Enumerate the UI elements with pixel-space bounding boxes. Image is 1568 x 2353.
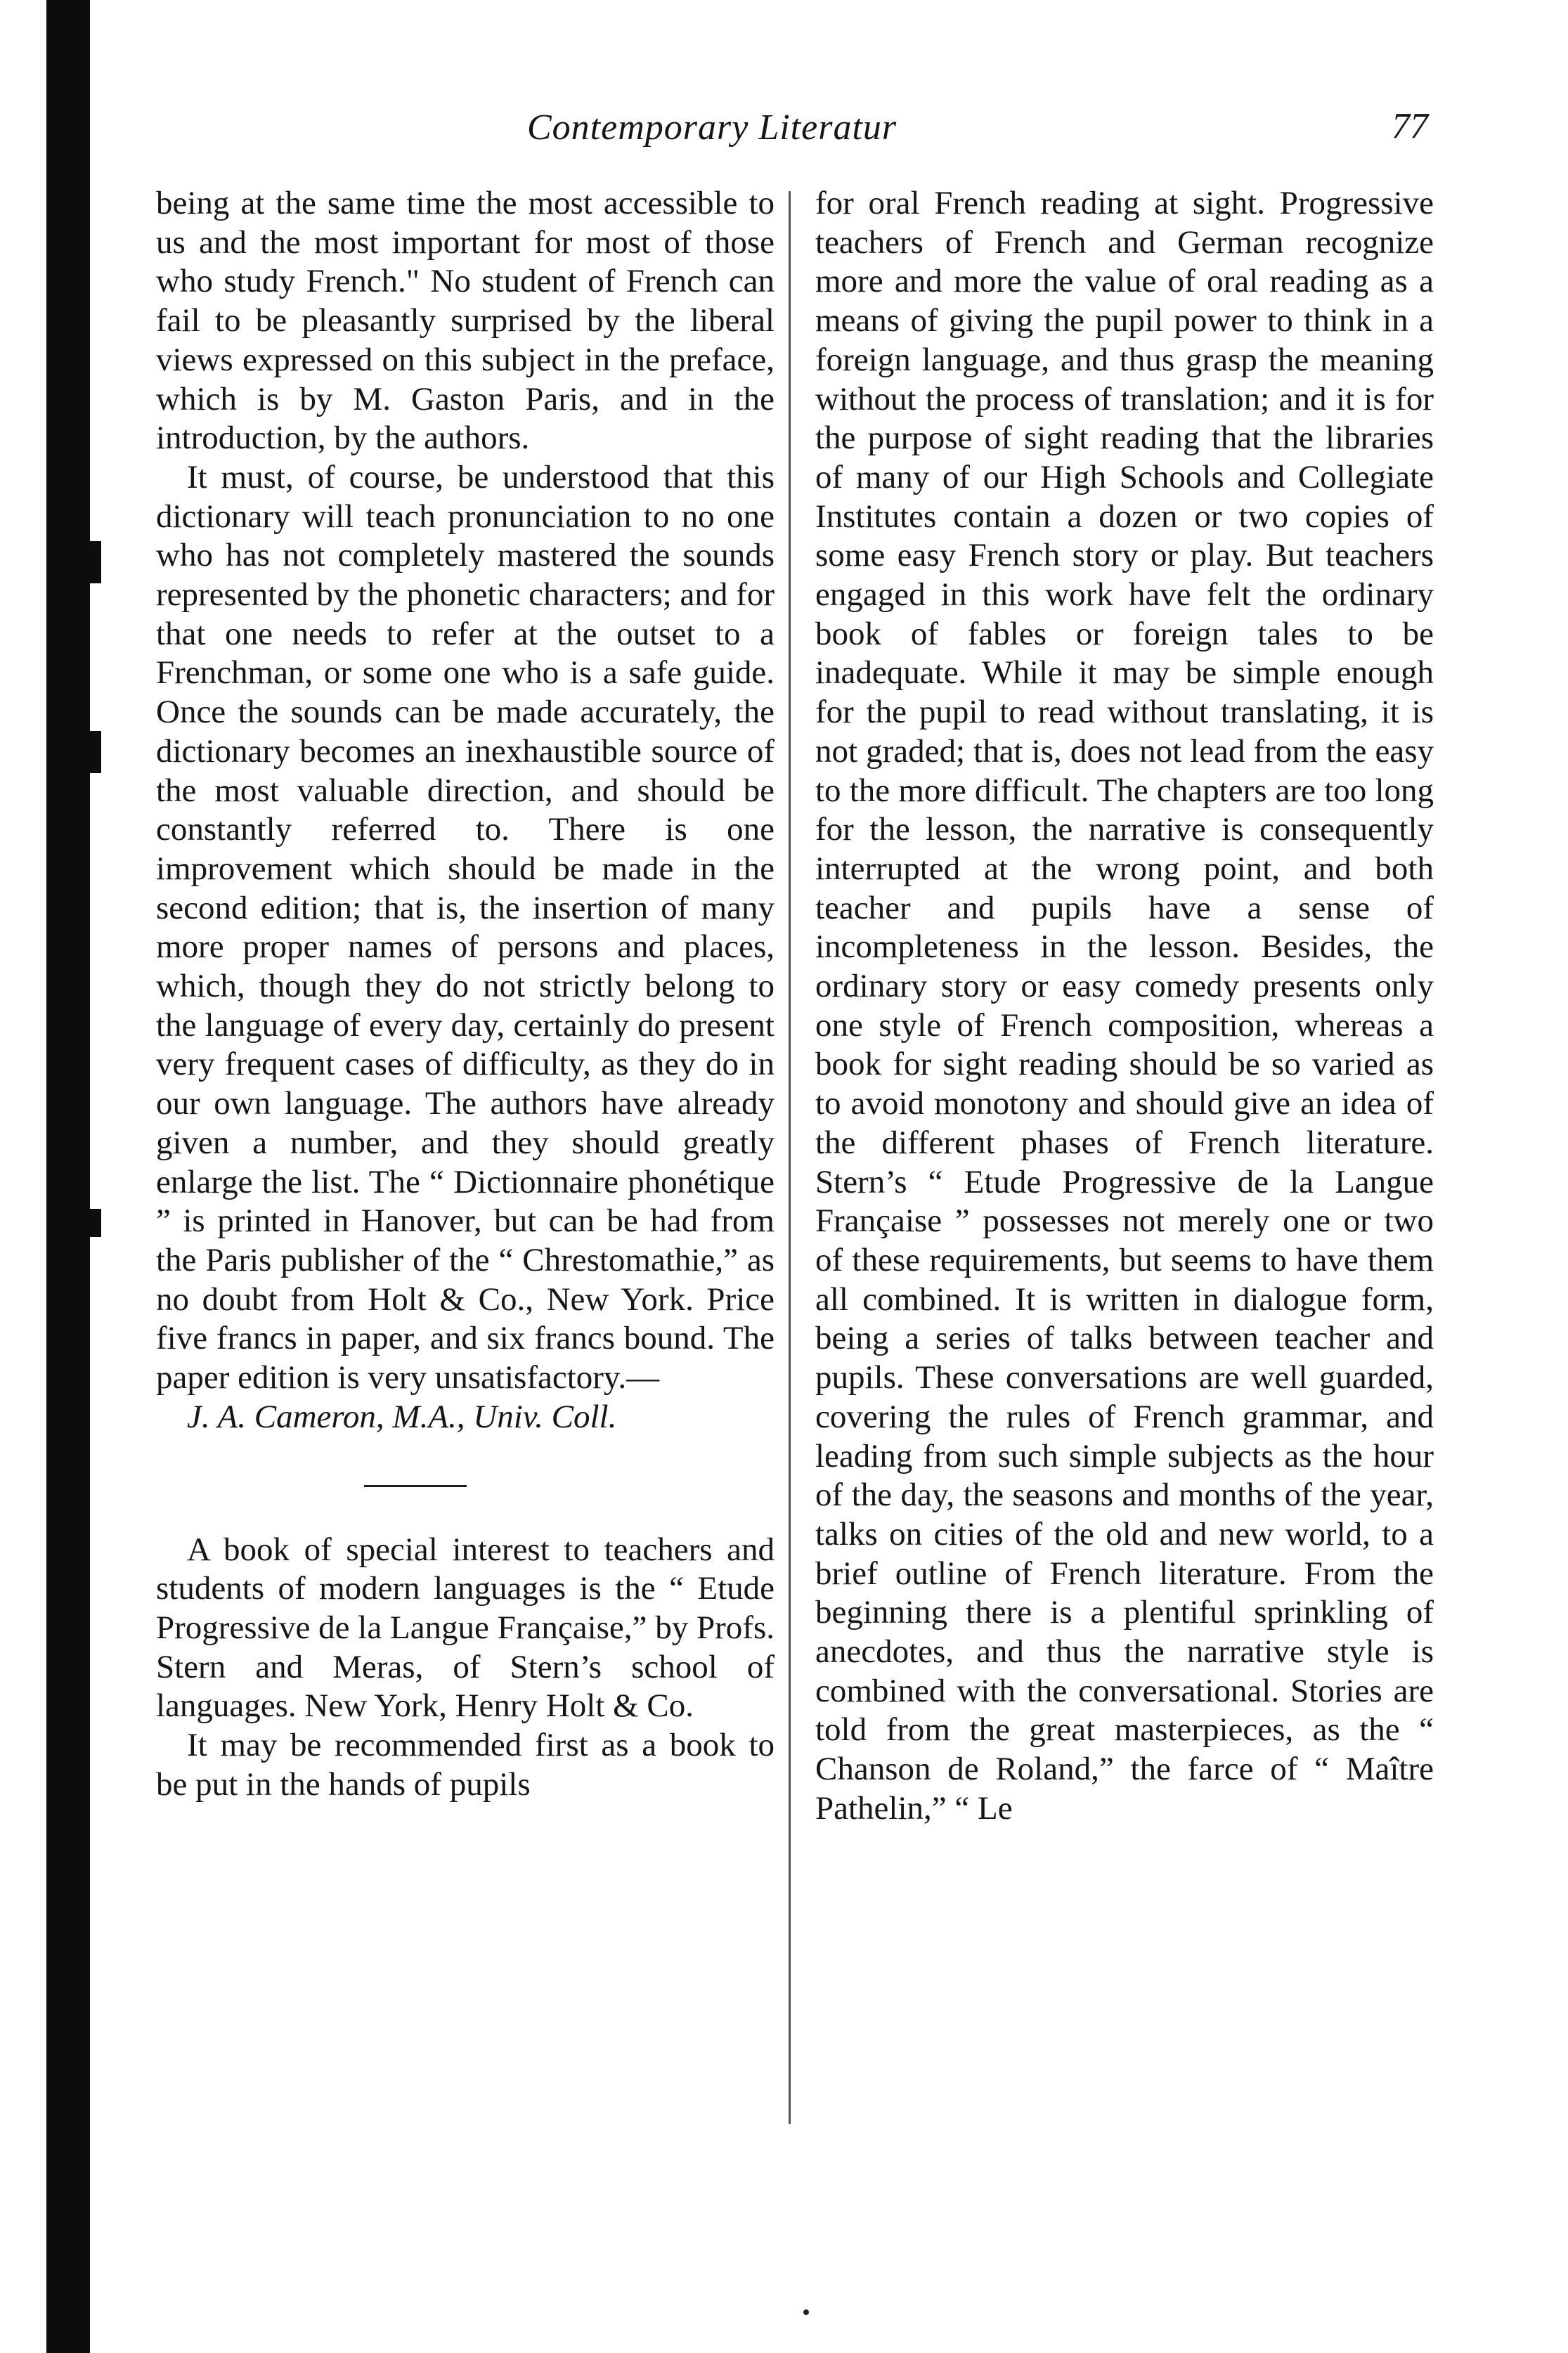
left-column [156, 184, 775, 1804]
page-number: 77 [1392, 106, 1428, 146]
article-separator-rule [364, 1485, 467, 1487]
running-head: Contemporary Literatur [527, 108, 898, 148]
book-spine-shadow [46, 0, 90, 2353]
column-divider-rule [789, 191, 791, 2124]
review-paragraph: It must, of course, be understood that this dictionary will teach pronunciation to no one who has not completely mastered the sounds represented by the phonetic characters; and for that one needs to refer at the outset to a Frenchman, or some one who is a safe guide. Once the sounds can be made accurately, the dictionary becomes an inexhaustible source of the most valuable direction, and should be constantly referred to. There is one improvement which should be made in the second edition; that is, the insertion of many more proper names of persons and places, which, though they do not strictly belong to the language of every day, certainly do present very frequent cases of difficulty, as they do in our own language. The authors have already given a number, and they should greatly enlarge the list. The “ Dictionnaire phonétique ” is printed in Hanover, but can be had from the Paris publisher of the “ Chrestomathie,” as no doubt from Holt & Co., New York. Price five francs in paper, and six francs bound. The paper edition is very unsatisfactory.— [156, 458, 775, 1396]
right-column-paragraph: for oral French reading at sight. Progressive teachers of French and German recognize more and more the value of oral reading as a means of giving the pupil power to think in a foreign language, and thus grasp the meaning without the process of translation; and it is for the purpose of sight reading that the libraries of many of our High Schools and Collegiate Institutes contain a dozen or two copies of some easy French story or play. But teachers engaged in this work have felt the ordinary book of fables or foreign tales to be inadequate. While it may be simple enough for the pupil to read without translating, it is not graded; that is, does not lead from the easy to the more difficult. The chapters are too long for the lesson, the narrative is consequently interrupted at the wrong point, and both teacher and pupils have a sense of incompleteness in the lesson. Besides, the ordinary story or easy comedy presents only one style of French composition, whereas a book for sight reading should be so varied as to avoid monotony and should give an idea of the different phases of French literature. Stern’s “ Etude Progressive de la Langue Française ” possesses not merely one or two of these requirements, but seems to have them all combined. It is written in dialogue form, being a series of talks between teacher and pupils. These conversations are well guarded, covering the rules of French grammar, and leading from such simple subjects as the hour of the day, the seasons and months of the year, talks on cities of the old and new world, to a brief outline of French literature. From the beginning there is a plentiful sprinkling of anecdotes, and thus the narrative style is combined with the conversational. Stories are told from the great masterpieces, as the “ Chanson de Roland,” the farce of “ Maître Pathelin,” “ Le [815, 185, 1434, 1827]
spine-edge-mark [46, 1209, 101, 1237]
review-continued-paragraph: being at the same time the most accessible to us and the most important for most of those who study French." No student of French can fail to be pleasantly surprised by the liberal views expressed on this subject in the preface, which is by M. Gaston Paris, and in the introduction, by the authors. [156, 185, 775, 457]
spine-edge-mark [46, 731, 101, 773]
right-column [815, 184, 1434, 1829]
spine-edge-mark [46, 541, 101, 583]
print-speck [803, 2309, 809, 2315]
review-signature: J. A. Cameron, M.A., Univ. Coll. [187, 1398, 617, 1435]
new-review-intro: A book of special interest to teachers and students of modern languages is the “ Etude Progressive de la Langue Française,” by Profs. Stern and Meras, of Stern’s school of languages. New York, Henry Holt & Co. [156, 1531, 775, 1725]
new-review-paragraph: It may be recommended first as a book to be put in the hands of pupils [156, 1727, 775, 1803]
